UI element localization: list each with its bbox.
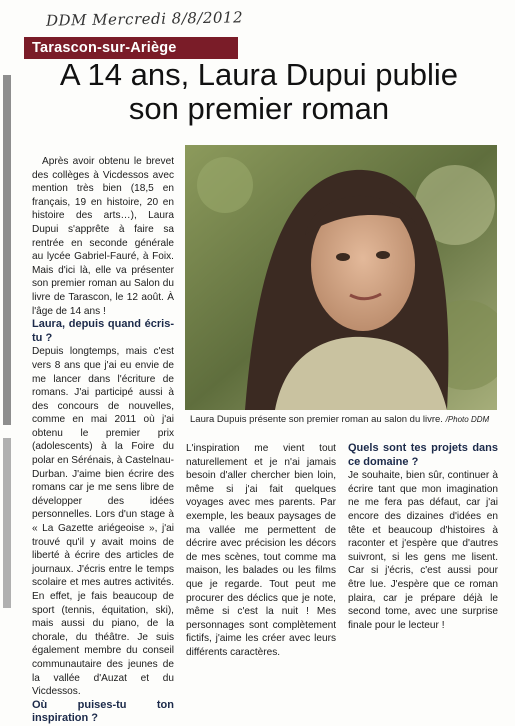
question-2: Où puises-tu ton inspiration ?	[32, 698, 174, 725]
article-column-1	[32, 155, 174, 726]
question-1: Laura, depuis quand écris-tu ?	[32, 318, 174, 344]
headline-line-2: son premier roman	[128, 91, 390, 126]
section-tag: Tarascon-sur-Ariège	[24, 37, 238, 59]
question-3: Quels sont tes projets dans ce domaine ?	[348, 442, 498, 468]
portrait-photo-illustration	[185, 145, 497, 410]
intro-paragraph: Après avoir obtenu le brevet des collèges à Vicdessos avec mention très bien (18,5 en français, 19 en histoire, 20 en histoire des arts…), Laura Dupui s'apprête à faire sa rentrée en seconde générale au lycée Gabriel-Fauré, à Foix. Mais d'ici là, elle va présenter son premier roman au Salon du livre de Tarascon, le 12 août. À l'âge de 14 ans !	[32, 156, 174, 317]
answer-1: Depuis longtemps, mais c'est vers 8 ans que j'ai eu envie de me lancer dans l'écriture de romans. J'ai participé aussi à des concours de nouvelles, comme en mai 2011 où j'ai obtenu le premier prix (adolescents) à la Foire du polar en Sérénais, à Castelnau-Durban. J'aime bien écrire des romans car je me sens libre de développer des idées personnelles. Lors d'un stage à « La Gazette ariégeoise », j'ai trouvé qu'il y avait moins de liberté à écrire des articles de journaux. J'écris entre le temps scolaire et mes autres activités. En effet, je fais beaucoup de sport (tennis, équitation, ski), mais aussi du piano, de la chorale, du théâtre. Je suis également membre du conseil communautaire des jeunes de la vallée d'Auzat et du Vicdessos.	[32, 346, 174, 698]
portrait-photo	[185, 145, 497, 410]
headline-line-1: A 14 ans, Laura Dupui publie	[59, 57, 459, 92]
article-column-3	[348, 442, 498, 632]
answer-2: L'inspiration me vient tout naturellement et je n'ai jamais besoin d'aller chercher bien loin, même si j'ai fait quelques voyages avec mes parents. Par exemple, les beaux paysages de ma vallée me permettent de décrire avec précision les décors de mes scènes, tout comme ma maison, les balades ou les films que je regarde. Tout peut me procurer des déclics que je note, même si c'est la nuit ! Mes personnages sont complètement fictifs, j'aime les créer avec leurs différents caractères.	[186, 443, 336, 658]
scan-edge-bar-lower	[3, 438, 11, 608]
article-column-2	[186, 442, 336, 660]
answer-3: Je souhaite, bien sûr, continuer à écrire tant que mon imagination ne me fera pas défaut, car j'ai encore des dizaines d'idées en tête et beaucoup d'histoires à raconter et j'espère que d'autres suivront, si les gens me lisent. Car si j'écris, c'est aussi pour être lue. J'espère que ce roman plaira, car je prépare déjà le second tome, avec une surprise finale pour le lecteur !	[348, 470, 498, 631]
scan-edge-bar	[3, 75, 11, 425]
photo-credit: /Photo DDM	[445, 415, 490, 424]
photo-caption	[190, 414, 500, 425]
caption-text: Laura Dupuis présente son premier roman au salon du livre.	[190, 414, 443, 425]
headline	[24, 58, 494, 126]
handwritten-date-note: DDM Mercredi 8/8/2012	[45, 8, 244, 30]
